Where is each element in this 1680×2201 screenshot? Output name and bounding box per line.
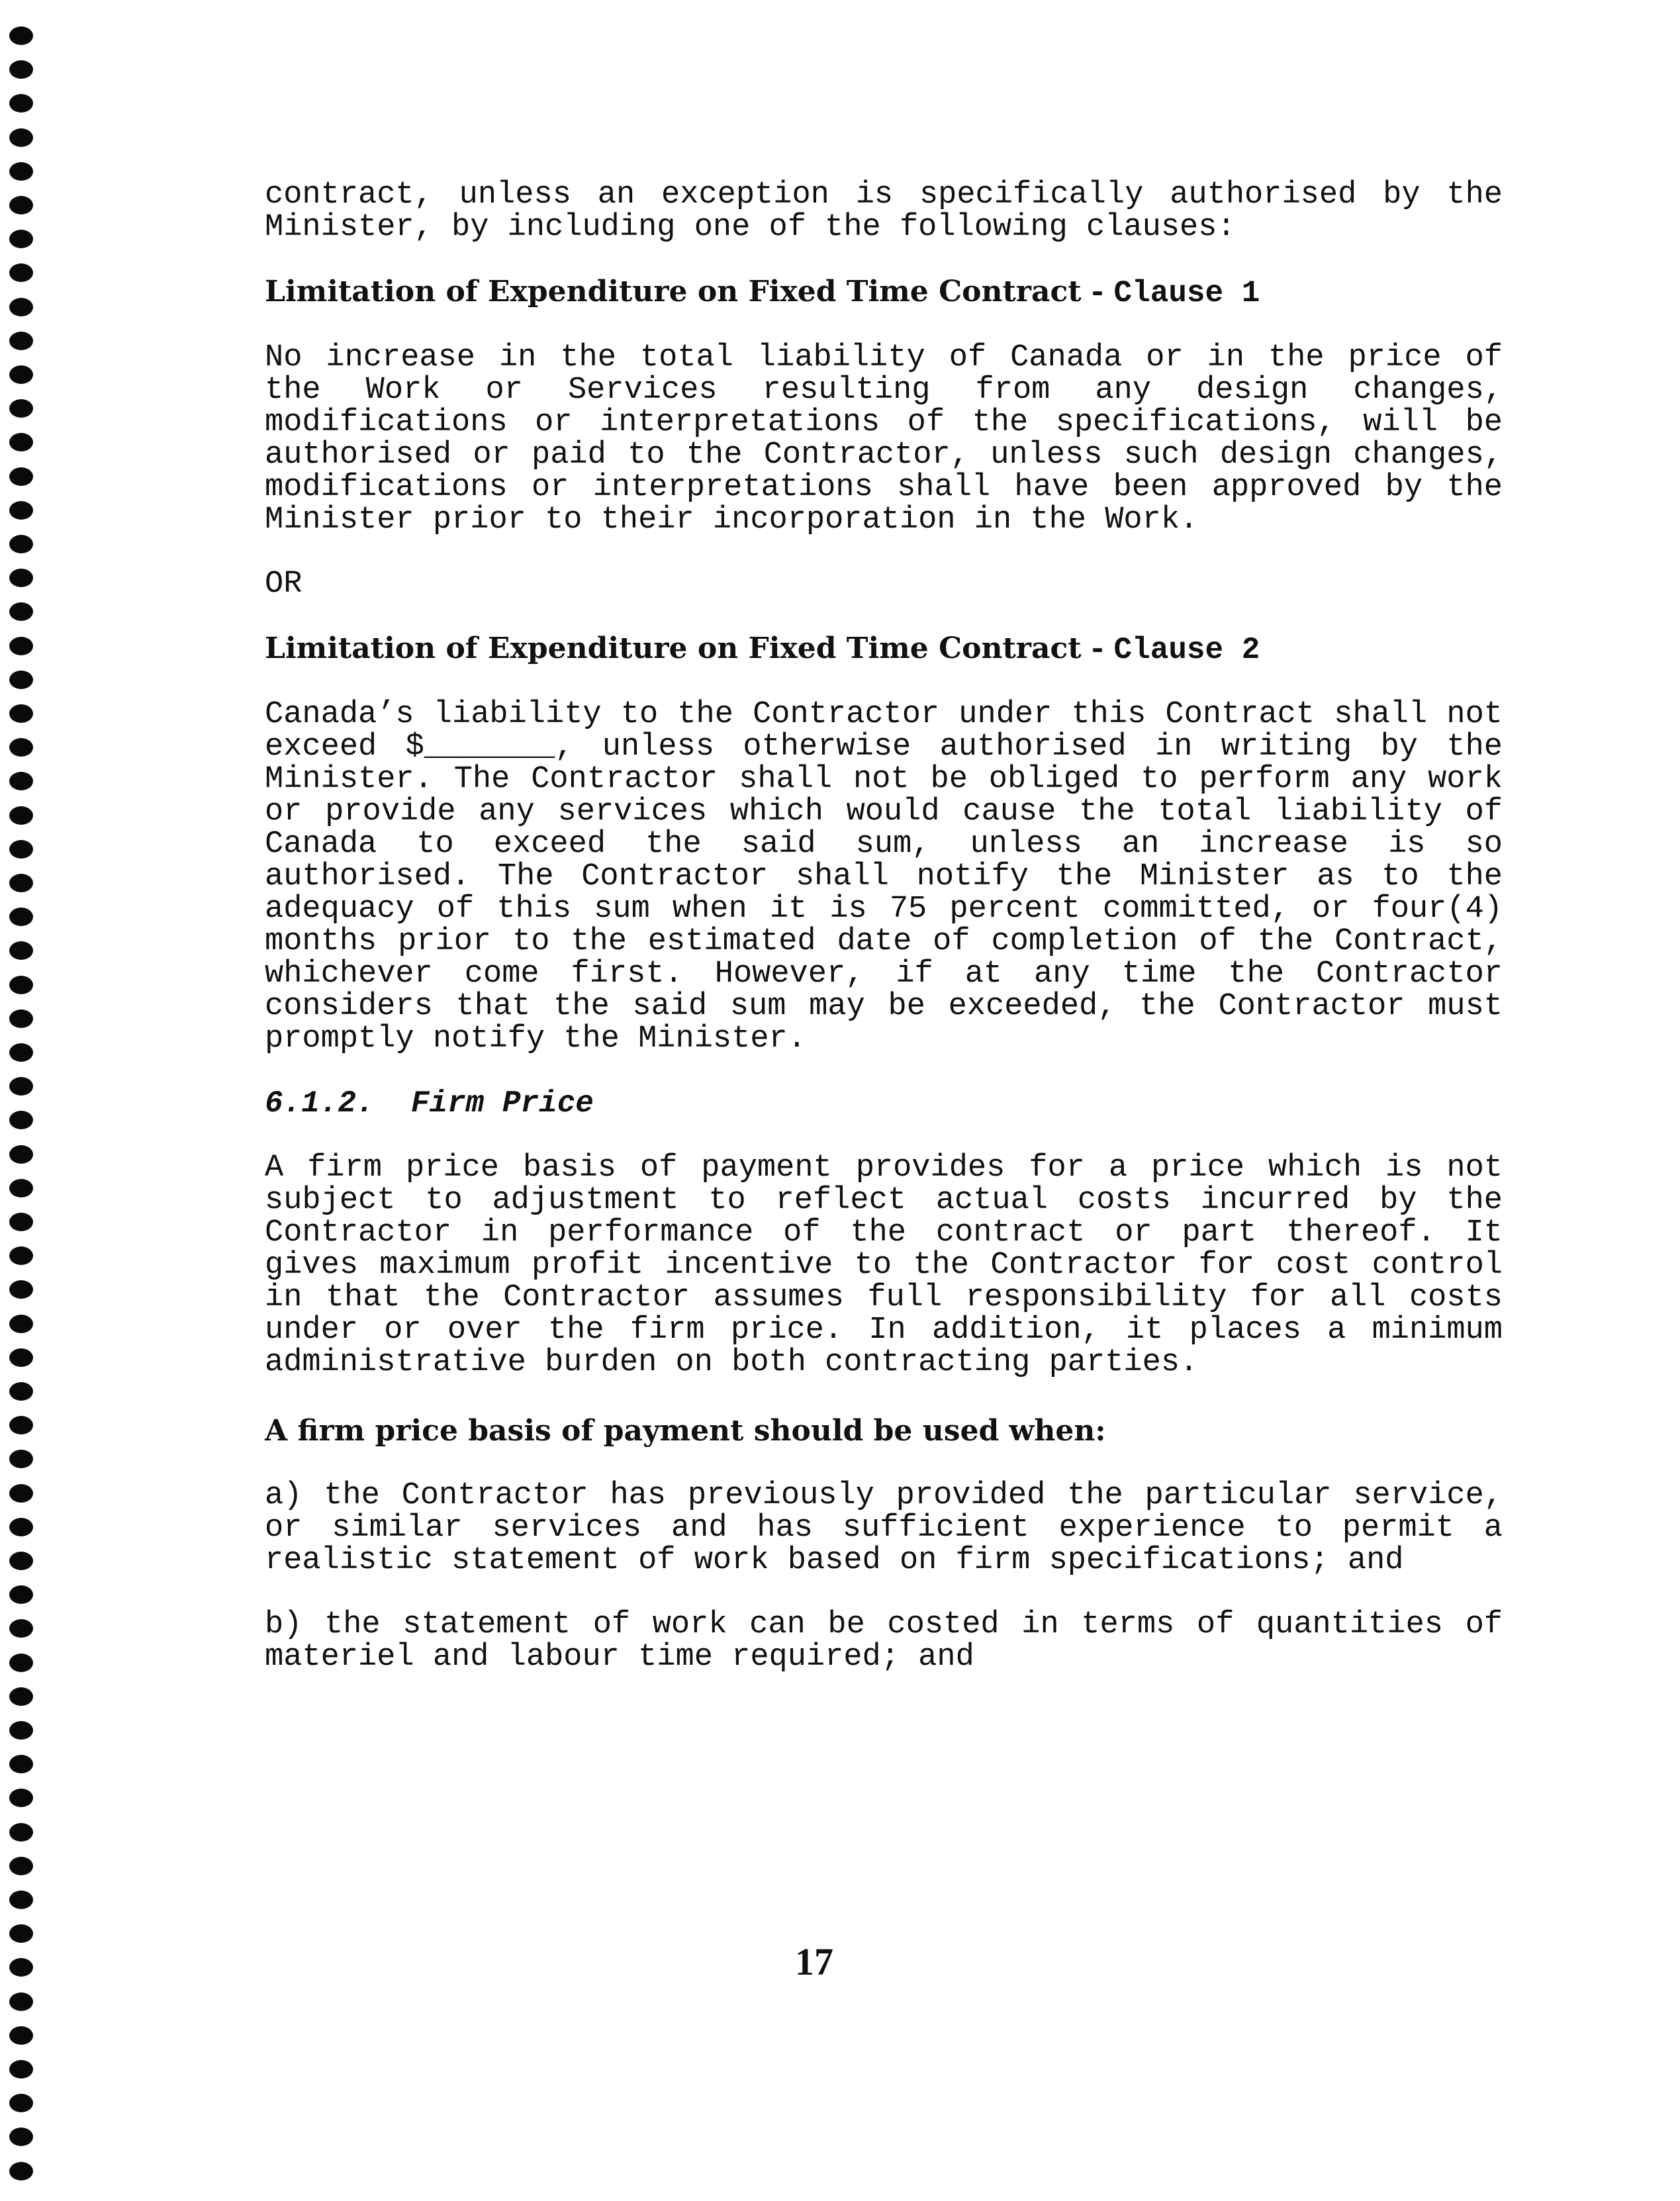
clause1-heading-number: Clause 1 [1113, 276, 1260, 310]
binding-hole [9, 1552, 33, 1570]
binding-hole [9, 1416, 33, 1434]
clause1-heading [265, 275, 1503, 310]
binding-hole [9, 399, 33, 418]
binding-hole [9, 2060, 33, 2079]
binding-hole [9, 162, 33, 181]
binding-hole [9, 671, 33, 689]
or-separator: OR [265, 567, 303, 602]
binding-hole [9, 1891, 33, 1909]
binding-hole [9, 738, 33, 757]
binding-hole [9, 94, 33, 113]
binding-hole [9, 1958, 33, 1977]
binding-hole [9, 196, 33, 214]
binding-hole [9, 2094, 33, 2112]
binding-hole [9, 1043, 33, 1062]
binding-hole [9, 365, 33, 384]
binding-hole [9, 1654, 33, 1672]
binding-holes [9, 26, 36, 2198]
binding-hole [9, 1518, 33, 1536]
section-title: Firm Price [410, 1086, 594, 1121]
section-heading [265, 1087, 1503, 1120]
binding-hole [9, 1450, 33, 1468]
binding-hole [9, 1315, 33, 1333]
usage-heading: A firm price basis of payment should be used when: [265, 1414, 1106, 1448]
binding-hole [9, 433, 33, 451]
binding-hole [9, 1246, 33, 1265]
binding-hole [9, 1077, 33, 1096]
binding-hole [9, 1585, 33, 1604]
clause2-body: Canada’s liability to the Contractor under this Contract shall not exceed $_______, unless otherwise authorised in writing by the Minister. The Contractor shall not be obliged to perform any work or provide any services which would cause the total liability of Canada to exceed the said sum, unless an increase is so authorised. The Contractor shall notify the Minister as to the adequacy of this sum when it is 75 percent committed, or four(4) months prior to the estimated date of completion of the Contract, whichever come first. However, if at any time the Contractor considers that the said sum may be exceeded, the Contractor must promptly notify the Minister. [265, 697, 1503, 1056]
section-number: 6.1.2. [265, 1086, 375, 1121]
binding-hole [9, 467, 33, 486]
binding-hole [9, 1619, 33, 1638]
binding-hole [9, 1179, 33, 1197]
binding-hole [9, 1687, 33, 1706]
binding-hole [9, 535, 33, 553]
binding-hole [9, 941, 33, 960]
section-body: A firm price basis of payment provides for a price which is not subject to adjustment to reflect actual costs incurred by the Contractor in performance of the contract or part thereof. It gives maximum profit incentive to the Contractor for cost control in that the Contractor assumes full responsibility for all costs under or over the firm price. In addition, it places a minimum administrative burden on both contracting parties. [265, 1150, 1503, 1380]
clause1-heading-text: Limitation of Expenditure on Fixed Time Contract - [265, 275, 1114, 308]
binding-hole [9, 1382, 33, 1401]
binding-hole [9, 874, 33, 892]
binding-hole [9, 60, 33, 79]
usage-item-a: a) the Contractor has previously provided the particular service, or similar services and has sufficient experience to permit a realistic statement of work based on firm specifications; and [265, 1478, 1503, 1578]
document-page [265, 179, 1503, 1673]
usage-item-b: b) the statement of work can be costed in terms of quantities of materiel and labour time required; and [265, 1607, 1503, 1675]
clause2-heading [265, 632, 1503, 667]
binding-hole [9, 704, 33, 723]
binding-hole [9, 602, 33, 621]
binding-hole [9, 2128, 33, 2146]
page-number: 17 [795, 1940, 833, 1983]
binding-hole [9, 1213, 33, 1231]
binding-hole [9, 26, 33, 45]
binding-hole [9, 1348, 33, 1367]
binding-hole [9, 1484, 33, 1503]
binding-hole [9, 1721, 33, 1740]
binding-hole [9, 840, 33, 859]
binding-hole [9, 1145, 33, 1164]
binding-hole [9, 1111, 33, 1129]
clause2-heading-number: Clause 2 [1113, 633, 1260, 667]
binding-hole [9, 1857, 33, 1875]
binding-hole [9, 1823, 33, 1842]
clause1-body: No increase in the total liability of Canada or in the price of the Work or Services resulting from any design changes, modifications or interpretations of the specifications, will be authorised or paid to the Contractor, unless such design changes, modifications or interpretations shall have been approved by the Minister prior to their incorporation in the Work. [265, 340, 1503, 538]
binding-hole [9, 2162, 33, 2180]
binding-hole [9, 1755, 33, 1773]
intro-paragraph: contract, unless an exception is specifically authorised by the Minister, by including one of the following clauses: [265, 177, 1503, 245]
binding-hole [9, 1992, 33, 2011]
binding-hole [9, 1009, 33, 1028]
binding-hole [9, 332, 33, 350]
binding-hole [9, 569, 33, 587]
binding-hole [9, 230, 33, 248]
binding-hole [9, 1924, 33, 1943]
binding-hole [9, 908, 33, 926]
binding-hole [9, 1280, 33, 1299]
binding-hole [9, 128, 33, 147]
binding-hole [9, 1789, 33, 1807]
binding-hole [9, 2026, 33, 2045]
clause2-heading-text: Limitation of Expenditure on Fixed Time Contract - [265, 632, 1114, 665]
binding-hole [9, 772, 33, 790]
binding-hole [9, 501, 33, 520]
binding-hole [9, 298, 33, 316]
binding-hole [9, 976, 33, 994]
binding-hole [9, 806, 33, 825]
binding-hole [9, 637, 33, 655]
binding-hole [9, 263, 33, 282]
